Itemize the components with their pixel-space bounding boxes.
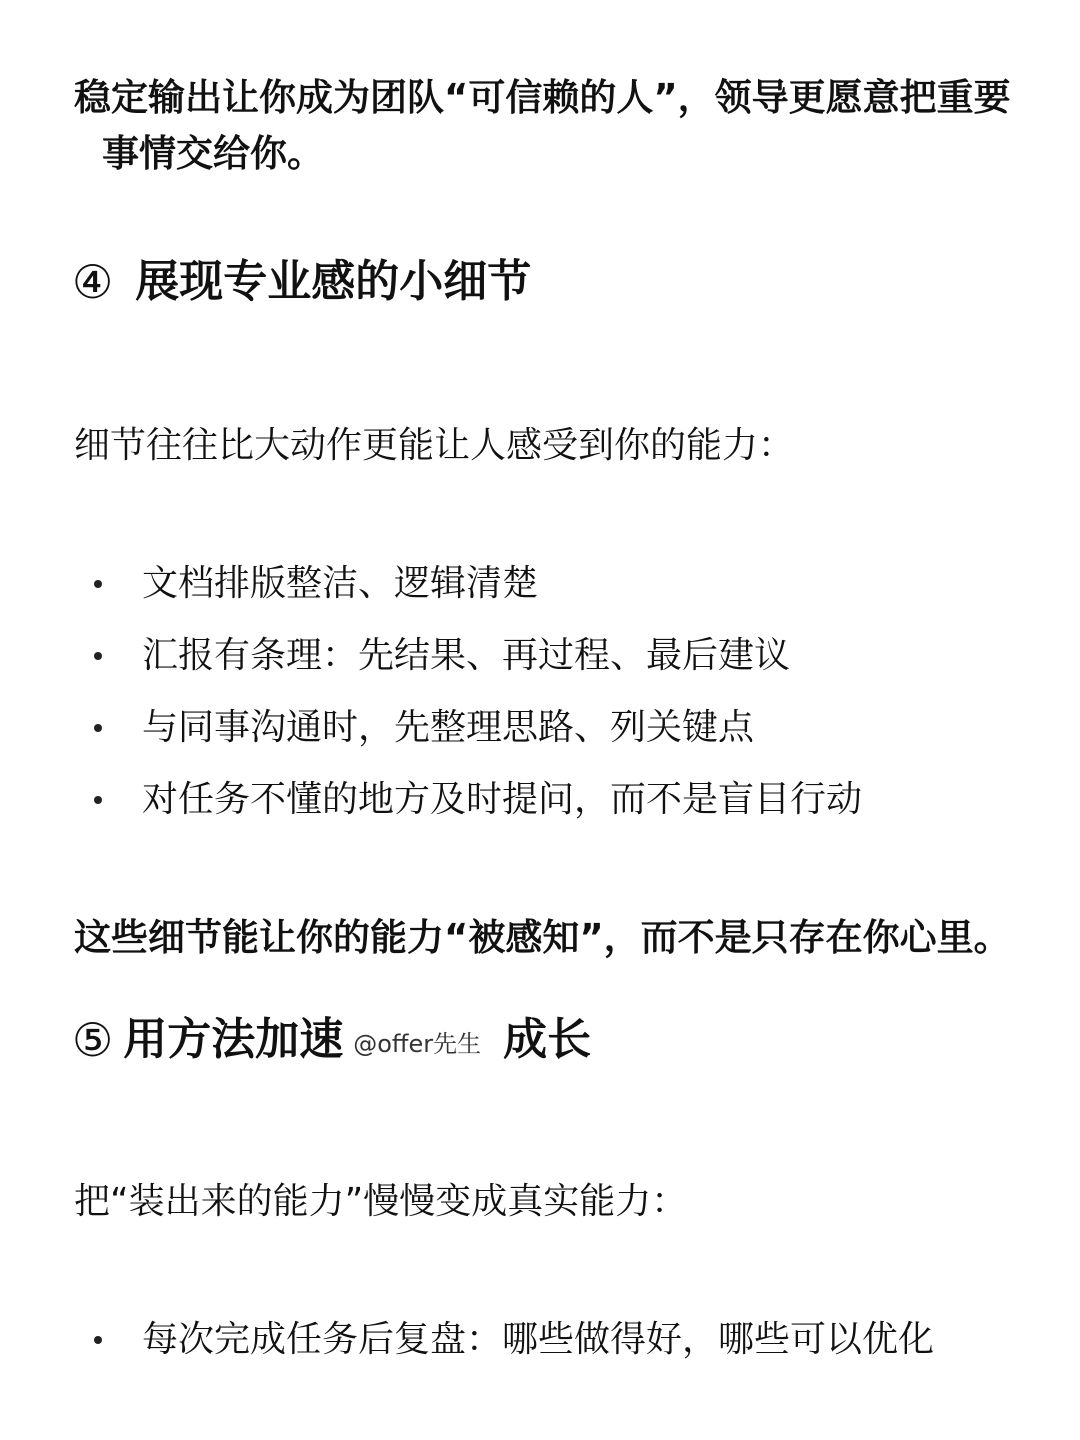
section-4-heading (72, 252, 531, 312)
list-item: 对任务不懂的地方及时提问，而不是盲目行动 (74, 774, 862, 846)
top-paragraph-line-1: 稳定输出让你成为团队“可信赖的人”，领导更愿意把重要 (74, 76, 1011, 119)
list-item: 与同事沟通时，先整理思路、列关键点 (74, 702, 862, 774)
section-4-bullet-list (74, 558, 862, 846)
bullet-dot-icon (94, 652, 102, 660)
top-paragraph-line-2: 事情交给你。 (102, 132, 324, 175)
top-paragraph (74, 70, 1011, 182)
bullet-dot-icon (94, 580, 102, 588)
list-item: 汇报有条理：先结果、再过程、最后建议 (74, 630, 862, 702)
section-4-number: ④ (72, 255, 114, 309)
section-5-heading (72, 1010, 591, 1070)
section-4-intro: 细节往往比大动作更能让人感受到你的能力： (74, 425, 795, 466)
list-item: 每次完成任务后复盘：哪些做得好，哪些可以优化 (74, 1314, 934, 1386)
bullet-dot-icon (94, 724, 102, 732)
bullet-dot-icon (94, 1336, 102, 1344)
bullet-dot-icon (94, 796, 102, 804)
section-5-number: ⑤ (72, 1013, 114, 1067)
list-item: 文档排版整洁、逻辑清楚 (74, 558, 862, 630)
watermark-text: @offer先生 (353, 1030, 482, 1058)
section-4-summary: 这些细节能让你的能力“被感知”，而不是只存在你心里。 (74, 916, 1011, 959)
section-5-title-part-2: 成长 (503, 1014, 592, 1065)
section-4-title: 展现专业感的小细节 (135, 256, 532, 307)
section-5-bullet-list (74, 1314, 934, 1386)
section-5-title-part-1: 用方法加速 (123, 1014, 344, 1065)
section-5-intro: 把“装出来的能力”慢慢变成真实能力： (74, 1181, 688, 1222)
